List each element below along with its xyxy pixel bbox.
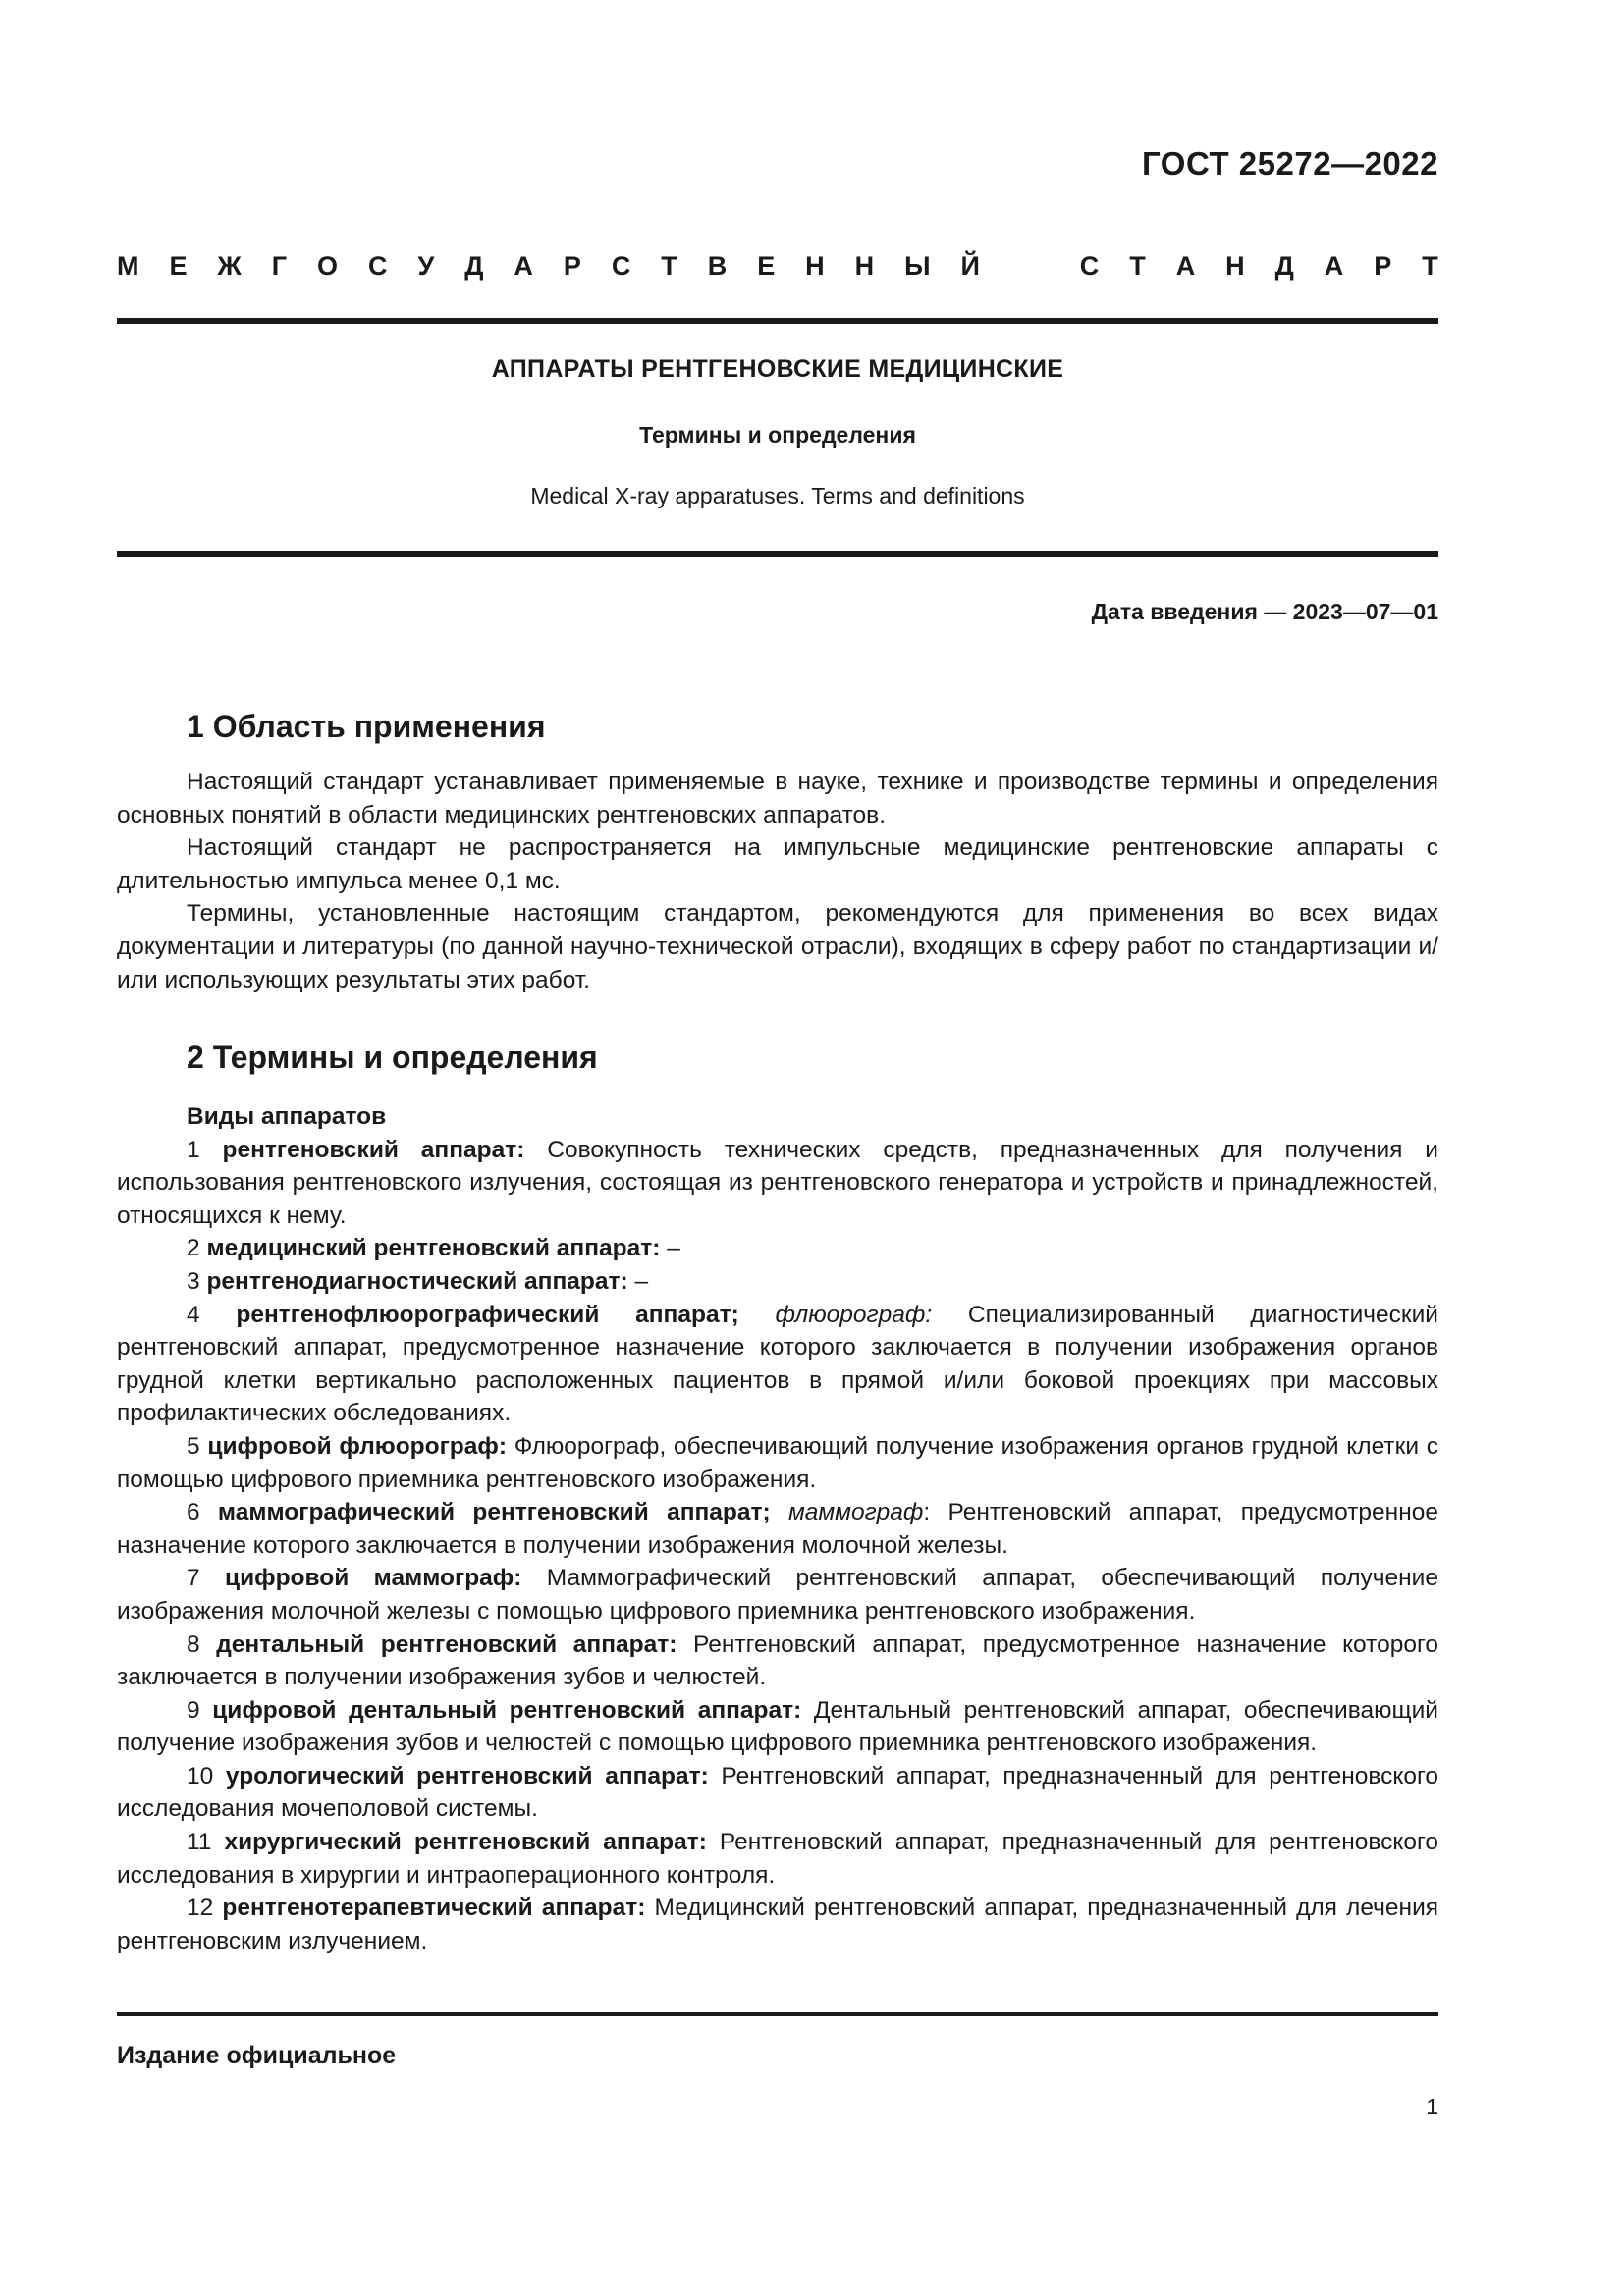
term-entry — [117, 1629, 1438, 1694]
banner-letter: Р — [1374, 251, 1392, 281]
term-definition: Рентгеновский аппарат, предназначенный для рентгеновского исследования в хирургии и интраоперационного контроля. — [117, 1829, 1438, 1889]
term-definition: – — [634, 1267, 649, 1295]
term-definition: : Рентгеновский аппарат, предусмотренное назначение которого заключается в получении изображения молочной железы. — [117, 1499, 1438, 1559]
section-2-heading: 2 Термины и определения — [187, 1040, 598, 1075]
term-entry — [117, 1430, 1438, 1496]
banner-letter: Й — [960, 251, 980, 281]
term-entry — [117, 1299, 1438, 1430]
term-number: 1 — [187, 1136, 200, 1163]
term-number: 11 — [187, 1829, 212, 1856]
term-number: 2 — [187, 1235, 200, 1262]
term-number: 12 — [187, 1895, 214, 1922]
term-number: 4 — [187, 1301, 200, 1328]
term-name: цифровой флюорограф: — [207, 1432, 507, 1460]
term-synonym: флюорограф: — [775, 1301, 933, 1328]
banner-word-gap — [1010, 251, 1050, 282]
edition-label: Издание официальное — [117, 2042, 397, 2069]
term-entry — [117, 1892, 1438, 1957]
subsection-heading: Виды аппаратов — [187, 1103, 387, 1130]
banner-letter: Д — [464, 251, 484, 281]
term-definition: Флюорограф, обеспечивающий получение изображения органов грудной клетки с помощью цифрового приемника рентгеновского изображения. — [117, 1432, 1438, 1493]
standard-type-banner — [117, 251, 1438, 282]
banner-letter: Т — [1422, 251, 1438, 281]
term-entry — [117, 1760, 1438, 1826]
term-definition: Рентгеновский аппарат, предназначенный для рентгеновского исследования мочеполовой системы. — [117, 1762, 1439, 1823]
section-1-heading: 1 Область применения — [187, 709, 546, 744]
document-page — [117, 0, 1438, 2296]
introduction-date: Дата введения — 2023—07—01 — [1091, 599, 1438, 624]
term-number: 7 — [187, 1565, 200, 1592]
banner-letter: В — [707, 251, 728, 281]
term-definition: Медицинский рентгеновский аппарат, предназначенный для лечения рентгеновским излучением. — [117, 1895, 1439, 1954]
header-divider — [117, 318, 1438, 324]
banner-letter: Н — [1225, 251, 1245, 281]
banner-letter: О — [317, 251, 339, 281]
term-name: маммографический рентгеновский аппарат; — [217, 1499, 771, 1526]
paragraph: Настоящий стандарт не распространяется на импульсные медицинские рентгеновские аппараты с длительностью импульса менее 0,1 мс. — [117, 834, 1438, 894]
banner-letter: С — [1079, 251, 1100, 281]
section-2-body — [117, 1100, 1438, 1957]
page-number: 1 — [1426, 2094, 1438, 2119]
term-name: хирургический рентгеновский аппарат: — [224, 1829, 707, 1856]
terms-list — [117, 1134, 1438, 1958]
term-name: рентгеновский аппарат: — [222, 1136, 525, 1163]
term-definition: Совокупность технических средств, предназначенных для получения и использования рентгеновского излучения, состоящая из рентгеновского генератора и устройств и принадлежностей, относящихся к нему. — [117, 1136, 1438, 1229]
term-number: 5 — [187, 1432, 200, 1460]
banner-letter: У — [417, 251, 435, 281]
term-name: рентгенодиагностический аппарат: — [206, 1267, 628, 1295]
term-definition: Специализированный диагностический рентгеновский аппарат, предусмотренное назначение которого заключается в получении изображения органов грудной клетки вертикально расположенных пациентов в прямой и/или боковой проекциях при массовых профилактических обследованиях. — [117, 1301, 1438, 1427]
paragraph: Настоящий стандарт устанавливает применяемые в науке, технике и производстве термины и определения основных понятий в области медицинских рентгеновских аппаратов. — [117, 769, 1438, 828]
term-entry — [117, 1826, 1438, 1892]
term-number: 8 — [187, 1630, 200, 1658]
banner-letter: Ж — [217, 251, 242, 281]
term-definition: – — [667, 1235, 680, 1262]
banner-letter: Е — [757, 251, 776, 281]
term-name: урологический рентгеновский аппарат: — [225, 1762, 709, 1789]
term-entry — [117, 1265, 1438, 1299]
term-entry — [117, 1496, 1438, 1562]
banner-letter: Н — [854, 251, 875, 281]
term-name: рентгенотерапевтический аппарат: — [222, 1895, 646, 1922]
term-name: дентальный рентгеновский аппарат: — [216, 1630, 677, 1658]
banner-letter: Р — [563, 251, 581, 281]
english-title: Medical X-ray apparatuses. Terms and definitions — [530, 483, 1025, 508]
term-entry — [117, 1232, 1438, 1265]
banner-letter: А — [514, 251, 533, 281]
term-number: 10 — [187, 1762, 214, 1789]
term-name: цифровой маммограф: — [225, 1565, 522, 1592]
footer-divider — [117, 2012, 1438, 2016]
term-number: 9 — [187, 1696, 200, 1724]
banner-letter: Т — [1129, 251, 1146, 281]
banner-letter: Г — [271, 251, 288, 281]
standard-number: ГОСТ 25272—2022 — [1142, 145, 1438, 182]
term-entry — [117, 1134, 1438, 1233]
banner-letter: С — [611, 251, 631, 281]
paragraph: Термины, установленные настоящим стандартом, рекомендуются для применения во всех видах документации и литературы (по данной научно-технической отрасли), входящих в сферу работ по стандартизации и/или использующих результаты этих работ. — [117, 900, 1438, 993]
term-definition: Рентгеновский аппарат, предусмотренное назначение которого заключается в получении изображения зубов и челюстей. — [117, 1630, 1438, 1691]
term-entry — [117, 1694, 1438, 1760]
term-name: цифровой дентальный рентгеновский аппарат: — [212, 1696, 802, 1724]
term-name: рентгенофлюорографический аппарат; — [236, 1301, 739, 1328]
banner-letter: Д — [1274, 251, 1294, 281]
term-name: медицинский рентгеновский аппарат: — [206, 1235, 661, 1262]
banner-letter: Ы — [904, 251, 931, 281]
term-number: 6 — [187, 1499, 200, 1526]
banner-letter: М — [117, 251, 139, 281]
term-entry — [117, 1562, 1438, 1628]
document-title: АППАРАТЫ РЕНТГЕНОВСКИЕ МЕДИЦИНСКИЕ — [491, 355, 1064, 383]
term-definition: Дентальный рентгеновский аппарат, обеспечивающий получение изображения зубов и челюстей с помощью цифрового приемника рентгеновского изображения. — [117, 1696, 1438, 1757]
banner-letter: А — [1175, 251, 1196, 281]
banner-letter: Е — [169, 251, 188, 281]
banner-letter: С — [368, 251, 388, 281]
document-subtitle: Термины и определения — [639, 422, 916, 448]
term-synonym: маммограф — [787, 1499, 924, 1526]
banner-letter: Т — [661, 251, 677, 281]
term-definition: Маммографический рентгеновский аппарат, обеспечивающий получение изображения молочной железы с помощью цифрового приемника рентгеновского изображения. — [117, 1565, 1438, 1625]
title-divider — [117, 551, 1438, 557]
banner-letter: А — [1324, 251, 1344, 281]
term-number: 3 — [187, 1267, 200, 1295]
banner-letter: Н — [805, 251, 825, 281]
section-1-body — [117, 766, 1438, 996]
